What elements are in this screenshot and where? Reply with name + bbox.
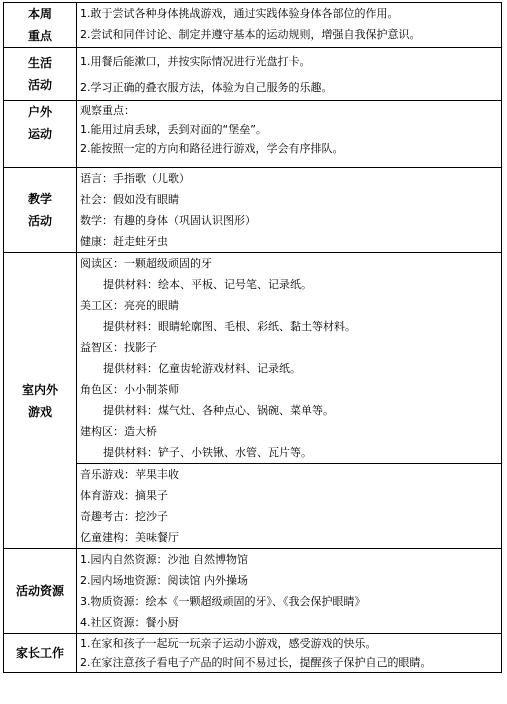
area-material: 提供材料：眼睛轮廓图、毛根、彩纸、黏土等材料。 [103, 320, 356, 333]
teaching-line: 健康：赶走蛀牙虫 [80, 235, 168, 248]
game-item: 奇趣考古：挖沙子 [80, 510, 168, 523]
area-list [77, 253, 501, 463]
area-material: 提供材料：煤气灶、各种点心、锅碗、菜单等。 [103, 404, 334, 417]
label-line: 活动 [27, 78, 52, 92]
content-weekly-focus [77, 3, 502, 48]
teaching-line: 语言：手指歌（儿歌） [80, 172, 190, 185]
row-outdoor-sports [4, 101, 502, 168]
area-name: 美工区：亮亮的眼睛 [80, 299, 179, 312]
label-teaching-activity [4, 168, 77, 253]
label-line: 生活 [27, 56, 52, 70]
area-name: 建构区：造大桥 [80, 425, 157, 438]
resource-line: 3.物质资源：绘本《一颗超级顽固的牙》、《我会保护眼睛》 [80, 595, 366, 608]
label-line: 活动 [27, 214, 52, 228]
teaching-line: 数学：有趣的身体（巩固认识图形） [80, 214, 256, 227]
game-list [77, 463, 501, 548]
label-weekly-focus [4, 3, 77, 48]
teaching-line: 社会：假如没有眼睛 [80, 193, 179, 206]
label-life-activity [4, 48, 77, 101]
game-item: 体育游戏：摘果子 [80, 489, 168, 502]
content-resources [77, 549, 502, 634]
label-line: 户外 [27, 105, 52, 119]
goal-line: 2.尝试和同伴讨论、制定并遵守基本的运动规则，增强自我保护意识。 [80, 28, 421, 41]
spacer [77, 158, 501, 167]
label-line: 游戏 [27, 404, 52, 419]
label-parent-work [4, 634, 77, 673]
row-teaching-activity [4, 168, 502, 253]
content-life-activity [77, 48, 502, 101]
label-line: 本周 [27, 7, 52, 21]
label-line: 活动资源 [15, 584, 64, 598]
outdoor-line: 2.能按照一定的方向和路径进行游戏，学会有序排队。 [80, 142, 344, 155]
area-material: 提供材料：绘本、平板、记号笔、记录纸。 [103, 278, 312, 291]
parent-line: 2.在家注意孩子看电子产品的时间不易过长，提醒孩子保护自己的眼睛。 [80, 656, 432, 669]
game-item: 亿童建构：美味餐厅 [80, 531, 179, 544]
outdoor-line: 1.能用过肩丢球，丢到对面的“堡垒”。 [80, 123, 267, 136]
area-name: 角色区：小小制茶师 [80, 383, 179, 396]
weekly-plan-table [3, 2, 502, 673]
content-games [77, 253, 502, 549]
area-material: 提供材料：铲子、小铁锹、水管、瓦片等。 [103, 446, 312, 459]
row-parent-work [4, 634, 502, 673]
label-line: 家长工作 [15, 646, 64, 660]
row-games [4, 253, 502, 549]
resource-line: 4.社区资源：餐小厨 [80, 616, 179, 629]
label-games [4, 253, 77, 549]
life-line: 2.学习正确的叠衣服方法，体验为自己服务的乐趣。 [80, 81, 333, 94]
area-material: 提供材料：亿童齿轮游戏材料、记录纸。 [103, 362, 301, 375]
label-line: 运动 [27, 127, 52, 141]
game-item: 音乐游戏：苹果丰收 [80, 468, 179, 481]
row-weekly-focus [4, 3, 502, 48]
goal-line: 1.敢于尝试各种身体挑战游戏，通过实践体验身体各部位的作用。 [80, 7, 399, 20]
label-line: 教学 [27, 192, 52, 206]
row-resources [4, 549, 502, 634]
life-line: 1.用餐后能漱口，并按实际情况进行光盘打卡。 [80, 55, 311, 68]
label-line: 重点 [27, 29, 52, 43]
content-teaching-activity [77, 168, 502, 253]
resource-line: 1.园内自然资源：沙池 自然博物馆 [80, 553, 248, 566]
area-name: 益智区：找影子 [80, 341, 157, 354]
outdoor-line: 观察重点： [80, 104, 135, 117]
content-outdoor-sports [77, 101, 502, 168]
label-line: 室内外 [21, 382, 58, 397]
resource-line: 2.园内场地资源：阅读馆 内外操场 [80, 574, 248, 587]
row-life-activity [4, 48, 502, 101]
parent-line: 1.在家和孩子一起玩一玩亲子运动小游戏，感受游戏的快乐。 [80, 637, 377, 650]
content-parent-work [77, 634, 502, 673]
area-name: 阅读区：一颗超级顽固的牙 [80, 257, 212, 270]
label-outdoor-sports [4, 101, 77, 168]
label-resources [4, 549, 77, 634]
